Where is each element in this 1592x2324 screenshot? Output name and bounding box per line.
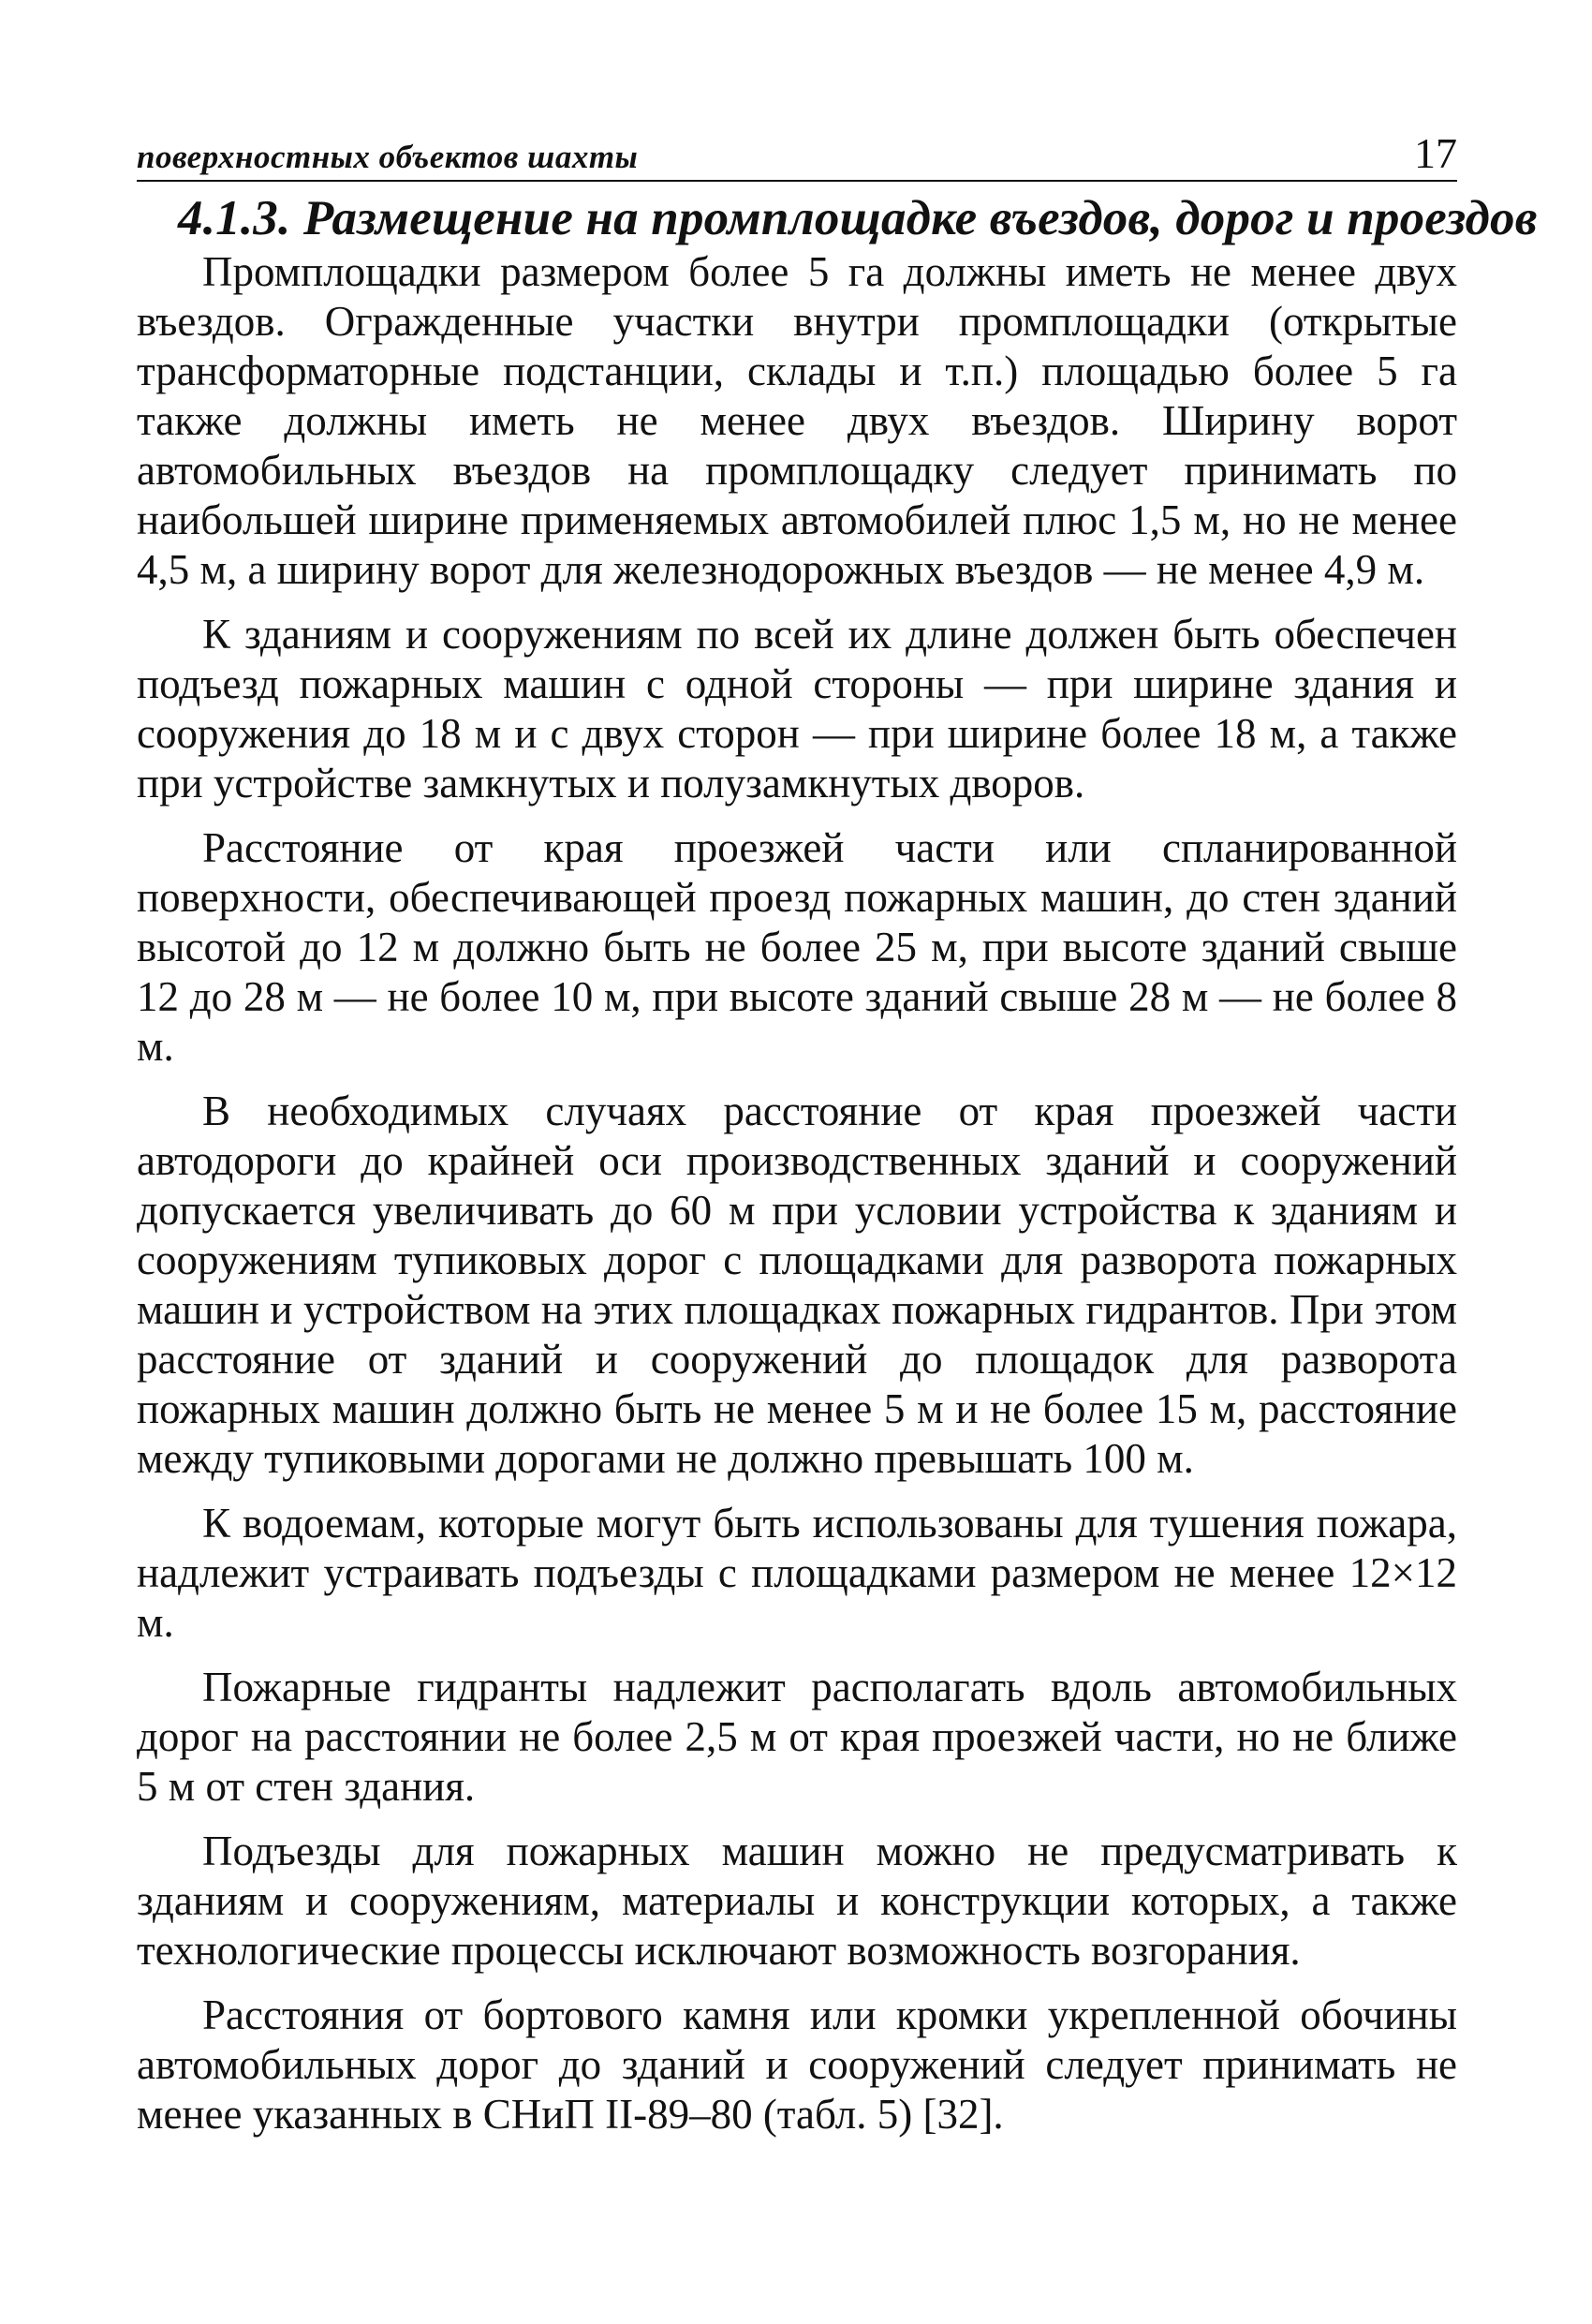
paragraph-curb-distances: Расстояния от бортового камня или кромки укрепленной обочины автомобильных дорог до зданий и сооружений следует принимать не менее указанных в СНиП II-89–80 (табл. 5) [32]. xyxy=(137,1991,1457,2138)
page-number: 17 xyxy=(1414,129,1457,177)
paragraph-reservoirs: К водоемам, которые могут быть использованы для тушения пожара, надлежит устраивать подъезды с площадками размером не менее 12×12 м. xyxy=(137,1500,1457,1646)
paragraph-fire-access: К зданиям и сооружениям по всей их длине должен быть обеспечен подъезд пожарных машин с одной стороны — при ширине здания и сооружения до 18 м и с двух сторон — при ширине более 18 м, а также при устройстве замкнутых и полузамкнутых дворов. xyxy=(137,611,1457,807)
paragraph-exemptions: Подъезды для пожарных машин можно не предусматривать к зданиям и сооружениям, материалы и конструкции которых, а также технологические процессы исключают возможность возгорания. xyxy=(137,1828,1457,1974)
section-heading: 4.1.3. Размещение на промплощадке въездов, дорог и проездов xyxy=(178,191,1538,245)
paragraph-distance-to-walls: Расстояние от края проезжей части или спланированной поверхности, обеспечивающей проезд пожарных машин, до стен зданий высотой до 12 м должно быть не более 25 м, при высоте зданий свыше 12 до 28 м — не более 10 м, при высоте зданий свыше 28 м — не более 8 м. xyxy=(137,824,1457,1070)
paragraph-entrances: Промплощадки размером более 5 га должны иметь не менее двух въездов. Огражденные участки внутри промплощадки (открытые трансформаторные подстанции, склады и т.п.) площадью более 5 га также должны иметь не менее двух въездов. Ширину ворот автомобильных въездов на промплощадку следует принимать по наибольшей ширине применяемых автомобилей плюс 1,5 м, но не менее 4,5 м, а ширину ворот для железнодорожных въездов — не менее 4,9 м. xyxy=(137,248,1457,593)
running-header xyxy=(137,127,1457,182)
running-title: поверхностных объектов шахты xyxy=(137,139,639,175)
paragraph-dead-end-roads: В необходимых случаях расстояние от края проезжей части автодороги до крайней оси производственных зданий и сооружений допускается увеличивать до 60 м при условии устройства к зданиям и сооружениям тупиковых дорог с площадками для разворота пожарных машин и устройством на этих площадках пожарных гидрантов. При этом расстояние от зданий и сооружений до площадок для разворота пожарных машин должно быть не менее 5 м и не более 15 м, расстояние между тупиковыми дорогами не должно превышать 100 м. xyxy=(137,1088,1457,1482)
paragraph-hydrants: Пожарные гидранты надлежит располагать вдоль автомобильных дорог на расстоянии не более 2,5 м от края проезжей части, но не ближе 5 м от стен здания. xyxy=(137,1664,1457,1810)
body-text xyxy=(137,247,1457,2154)
